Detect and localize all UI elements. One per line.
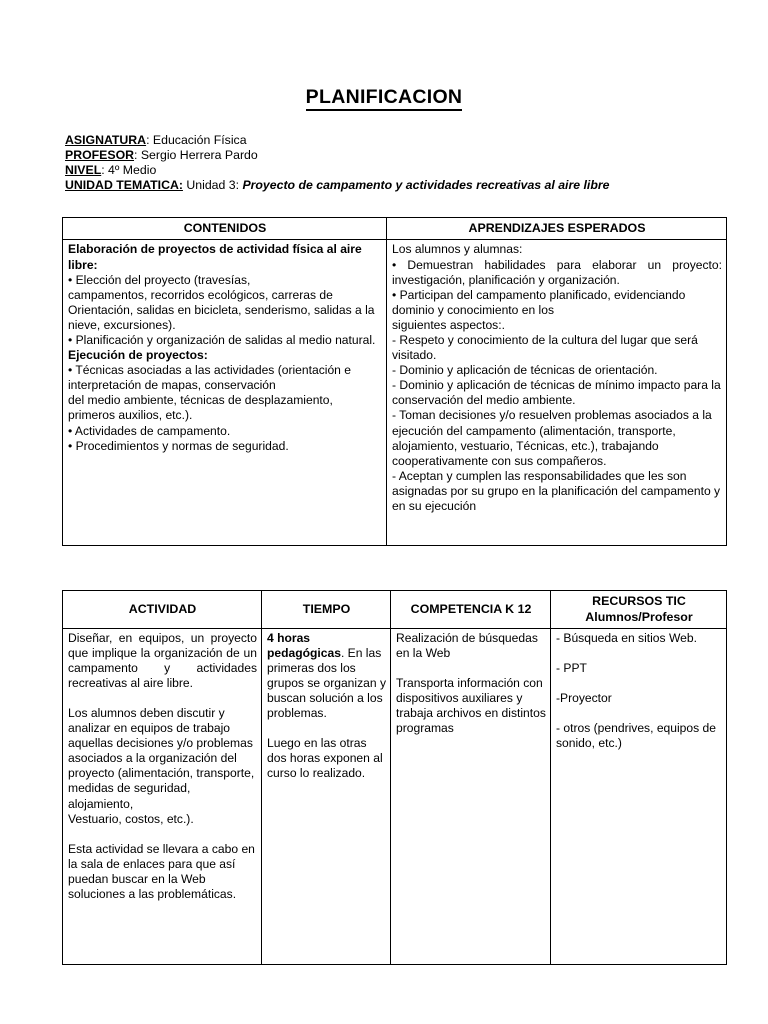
aprendizajes-line: - Dominio y aplicación de técnicas de orientación. [392,363,658,378]
contenidos-heading-1: Elaboración de proyectos de actividad física al aire libre: [68,242,362,272]
aprendizajes-line: - Respeto y conocimiento de la cultura del lugar que será visitado. [392,332,698,363]
meta-profesor [65,148,726,163]
actividad-paragraph-2b: Vestuario, costos, etc.). [68,811,194,826]
actividad-spacer [68,827,257,842]
table-row [63,628,727,964]
contenidos-line: campamentos, recorridos ecológicos, carreras de [68,287,333,302]
recursos-spacer [556,646,722,661]
column-header-actividad: ACTIVIDAD [63,591,262,628]
column-header-tiempo: TIEMPO [262,591,391,628]
aprendizajes-line: • Participan del campamento planificado, evidenciando dominio y conocimiento en los [392,287,686,317]
contenidos-line: • Actividades de campamento. [68,423,231,438]
aprendizajes-line: - Aceptan y cumplen las responsabilidades que les son asignadas por su grupo en la planificación del campamento y en su ejecución [392,468,721,513]
recursos-header-line-1: RECURSOS TIC [592,594,686,609]
actividad-paragraph-2: Los alumnos deben discutir y analizar en equipos de trabajo aquellas decisiones y/o problemas asociados a la organización del proyecto (alimentación, transporte, medidas de seguridad, alojamiento, [68,705,255,811]
aprendizajes-line: - Dominio y aplicación de técnicas de mínimo impacto para la conservación del medio ambiente. [392,378,721,408]
column-header-aprendizajes: APRENDIZAJES ESPERADOS [387,218,727,240]
tiempo-spacer [267,721,386,736]
meta-nivel-value: : 4º Medio [101,162,157,177]
document-metadata [0,108,768,194]
recursos-item-2: - PPT [556,660,587,675]
recursos-header-line-2: Alumnos/Profesor [585,609,693,624]
aprendizajes-line: siguientes aspectos:. [392,317,505,332]
page-title [0,0,768,108]
actividad-paragraph-3: Esta actividad se llevara a cabo en la sala de enlaces para que así puedan buscar en la Web soluciones a las problemáticas. [68,841,255,901]
table-row [63,240,727,546]
cell-tiempo [262,628,391,964]
meta-profesor-label: PROFESOR [65,147,135,162]
actividad-paragraph-1: Diseñar, en equipos, un proyecto que implique la organización de un campamento y actividades recreativas al aire libre. [68,630,257,690]
cell-contenidos [63,240,387,546]
meta-unidad-value: Unidad 3: [182,178,243,193]
meta-asignatura-value: : Educación Física [146,132,247,147]
column-header-contenidos: CONTENIDOS [63,218,387,240]
contenidos-table [62,217,727,546]
contenidos-line: • Planificación y organización de salidas al medio natural. [68,332,376,347]
competencia-paragraph-2: Transporta información con dispositivos auxiliares y trabaja archivos en distintos programas [396,675,546,736]
contenidos-line: • Procedimientos y normas de seguridad. [68,438,289,453]
aprendizajes-bullet-justified: • Demuestran habilidades para elaborar un proyecto: investigación, planificación y organización. [392,257,722,287]
meta-unidad-label: UNIDAD TEMATICA: [65,178,183,193]
meta-profesor-value: : Sergio Herrera Pardo [134,147,258,162]
recursos-spacer [556,706,722,721]
contenidos-line: • Elección del proyecto (travesías, [68,272,251,287]
recursos-spacer [556,676,722,691]
contenidos-line: • Técnicas asociadas a las actividades (orientación e interpretación de mapas, conservación [68,363,351,393]
competencia-paragraph-1: Realización de búsquedas en la Web [396,630,538,660]
aprendizajes-line: - Toman decisiones y/o resuelven problemas asociados a la ejecución del campamento (alimentación, transporte, alojamiento, vestuario, Técnicas, etc.), trabajando cooperativamente con sus compañeros. [392,408,712,468]
column-header-recursos [551,591,727,628]
cell-competencia [391,628,551,964]
cell-aprendizajes [387,240,727,546]
column-header-competencia: COMPETENCIA K 12 [391,591,551,628]
meta-asignatura [65,133,726,148]
table-header-row [63,591,727,628]
competencia-spacer [396,661,546,676]
meta-nivel-label: NIVEL [65,162,102,177]
actividad-spacer [68,691,257,706]
aprendizajes-intro: Los alumnos y alumnas: [392,242,523,257]
table-header-row [63,218,727,240]
tiempo-bold-value: 4 horas pedagógicas [267,630,341,660]
contenidos-heading-2: Ejecución de proyectos: [68,348,208,363]
contenidos-line: del medio ambiente, técnicas de desplazamiento, primeros auxilios, etc.). [68,393,333,423]
tiempo-paragraph-1 [267,631,386,722]
tiempo-paragraph-2: Luego en las otras dos horas exponen al curso lo realizado. [267,736,383,781]
recursos-item-4: - otros (pendrives, equipos de sonido, etc.) [556,720,716,750]
cell-recursos [551,628,727,964]
cell-actividad [63,628,262,964]
meta-unidad-tematica [65,178,726,193]
page-title-text: PLANIFICACION [306,86,463,111]
meta-unidad-emphasis: Proyecto de campamento y actividades recreativas al aire libre [242,178,610,193]
recursos-item-3: -Proyector [556,690,612,705]
recursos-item-1: - Búsqueda en sitios Web. [556,630,697,645]
meta-nivel [65,163,726,178]
tiempo-rest-text: . En las primeras dos los grupos se organizan y buscan solución a los problemas. [267,645,386,721]
contenidos-line: Orientación, salidas en bicicleta, senderismo, salidas a la nieve, excursiones). [68,302,375,332]
meta-asignatura-label: ASIGNATURA [65,132,147,147]
actividad-table [62,590,727,964]
